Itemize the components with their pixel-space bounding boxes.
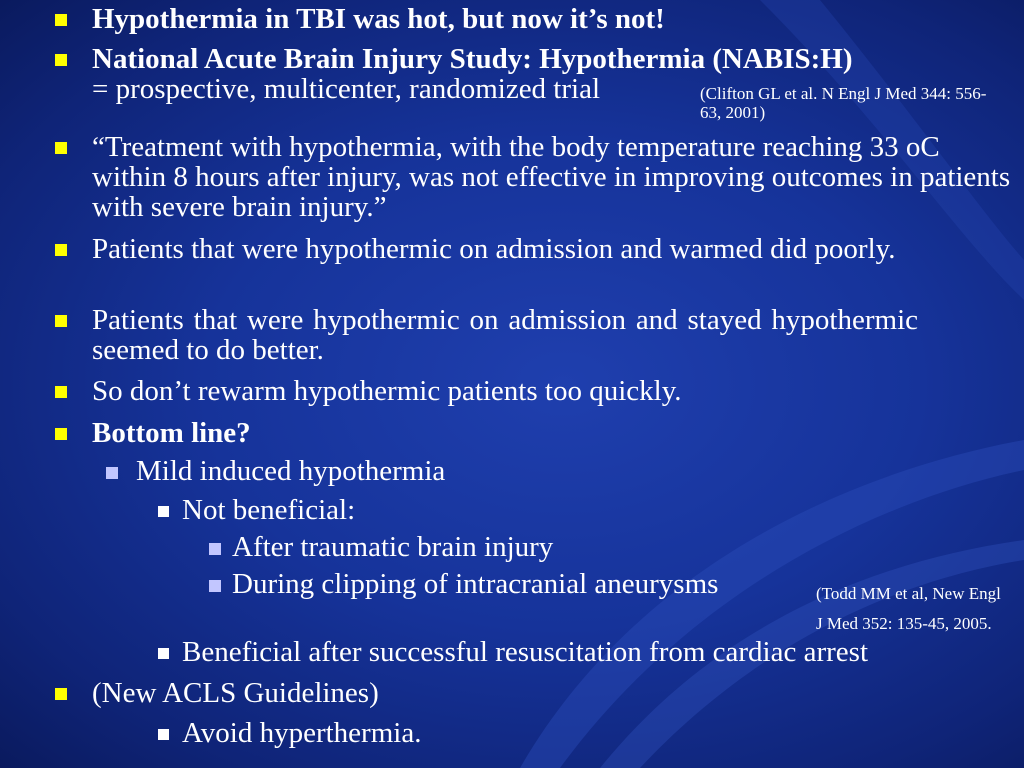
square-bullet-icon (55, 244, 67, 256)
square-bullet-icon (106, 467, 118, 479)
bullet-text: Bottom line? (92, 417, 251, 449)
bullet-text: (New ACLS Guidelines) (92, 677, 379, 709)
bullet-text: During clipping of intracranial aneurysms (232, 568, 719, 600)
bullet-text: Patients that were hypothermic on admission and warmed did poorly. (92, 233, 896, 265)
square-bullet-icon (55, 386, 67, 398)
bullet-text: After traumatic brain injury (232, 531, 554, 563)
square-bullet-icon (55, 14, 67, 26)
square-bullet-icon (209, 580, 221, 592)
bullet-text: Avoid hyperthermia. (182, 717, 422, 749)
bullet-text: Patients that were hypothermic on admission and stayed hypothermic seemed to do better. (92, 304, 918, 366)
square-bullet-icon (55, 54, 67, 66)
bullet-text: Hypothermia in TBI was hot, but now it’s not! (92, 3, 665, 35)
square-bullet-icon (55, 688, 67, 700)
square-bullet-icon (158, 506, 169, 517)
citation: (Clifton GL et al. N Engl J Med 344: 556-63, 2001) (700, 84, 987, 122)
bullet-text: Beneficial after successful resuscitation from cardiac arrest (182, 636, 869, 668)
square-bullet-icon (55, 428, 67, 440)
square-bullet-icon (158, 729, 169, 740)
bullet-text: = prospective, multicenter, randomized trial (92, 73, 601, 105)
square-bullet-icon (158, 648, 169, 659)
bullet-title: National Acute Brain Injury Study: Hypothermia (NABIS:H) (92, 43, 853, 75)
bullet-text: “Treatment with hypothermia, with the body temperature reaching 33 oC within 8 hours after injury, was not effective in improving outcomes in patients with severe brain injury.” (92, 131, 1011, 223)
square-bullet-icon (55, 142, 67, 154)
bullet-text: Not beneficial: (182, 494, 356, 526)
square-bullet-icon (209, 543, 221, 555)
bullet-text: Mild induced hypothermia (136, 455, 446, 487)
bullet-text: So don’t rewarm hypothermic patients too quickly. (92, 375, 682, 407)
square-bullet-icon (55, 315, 67, 327)
citation: (Todd MM et al, New Engl J Med 352: 135-45, 2005. (816, 584, 1001, 633)
